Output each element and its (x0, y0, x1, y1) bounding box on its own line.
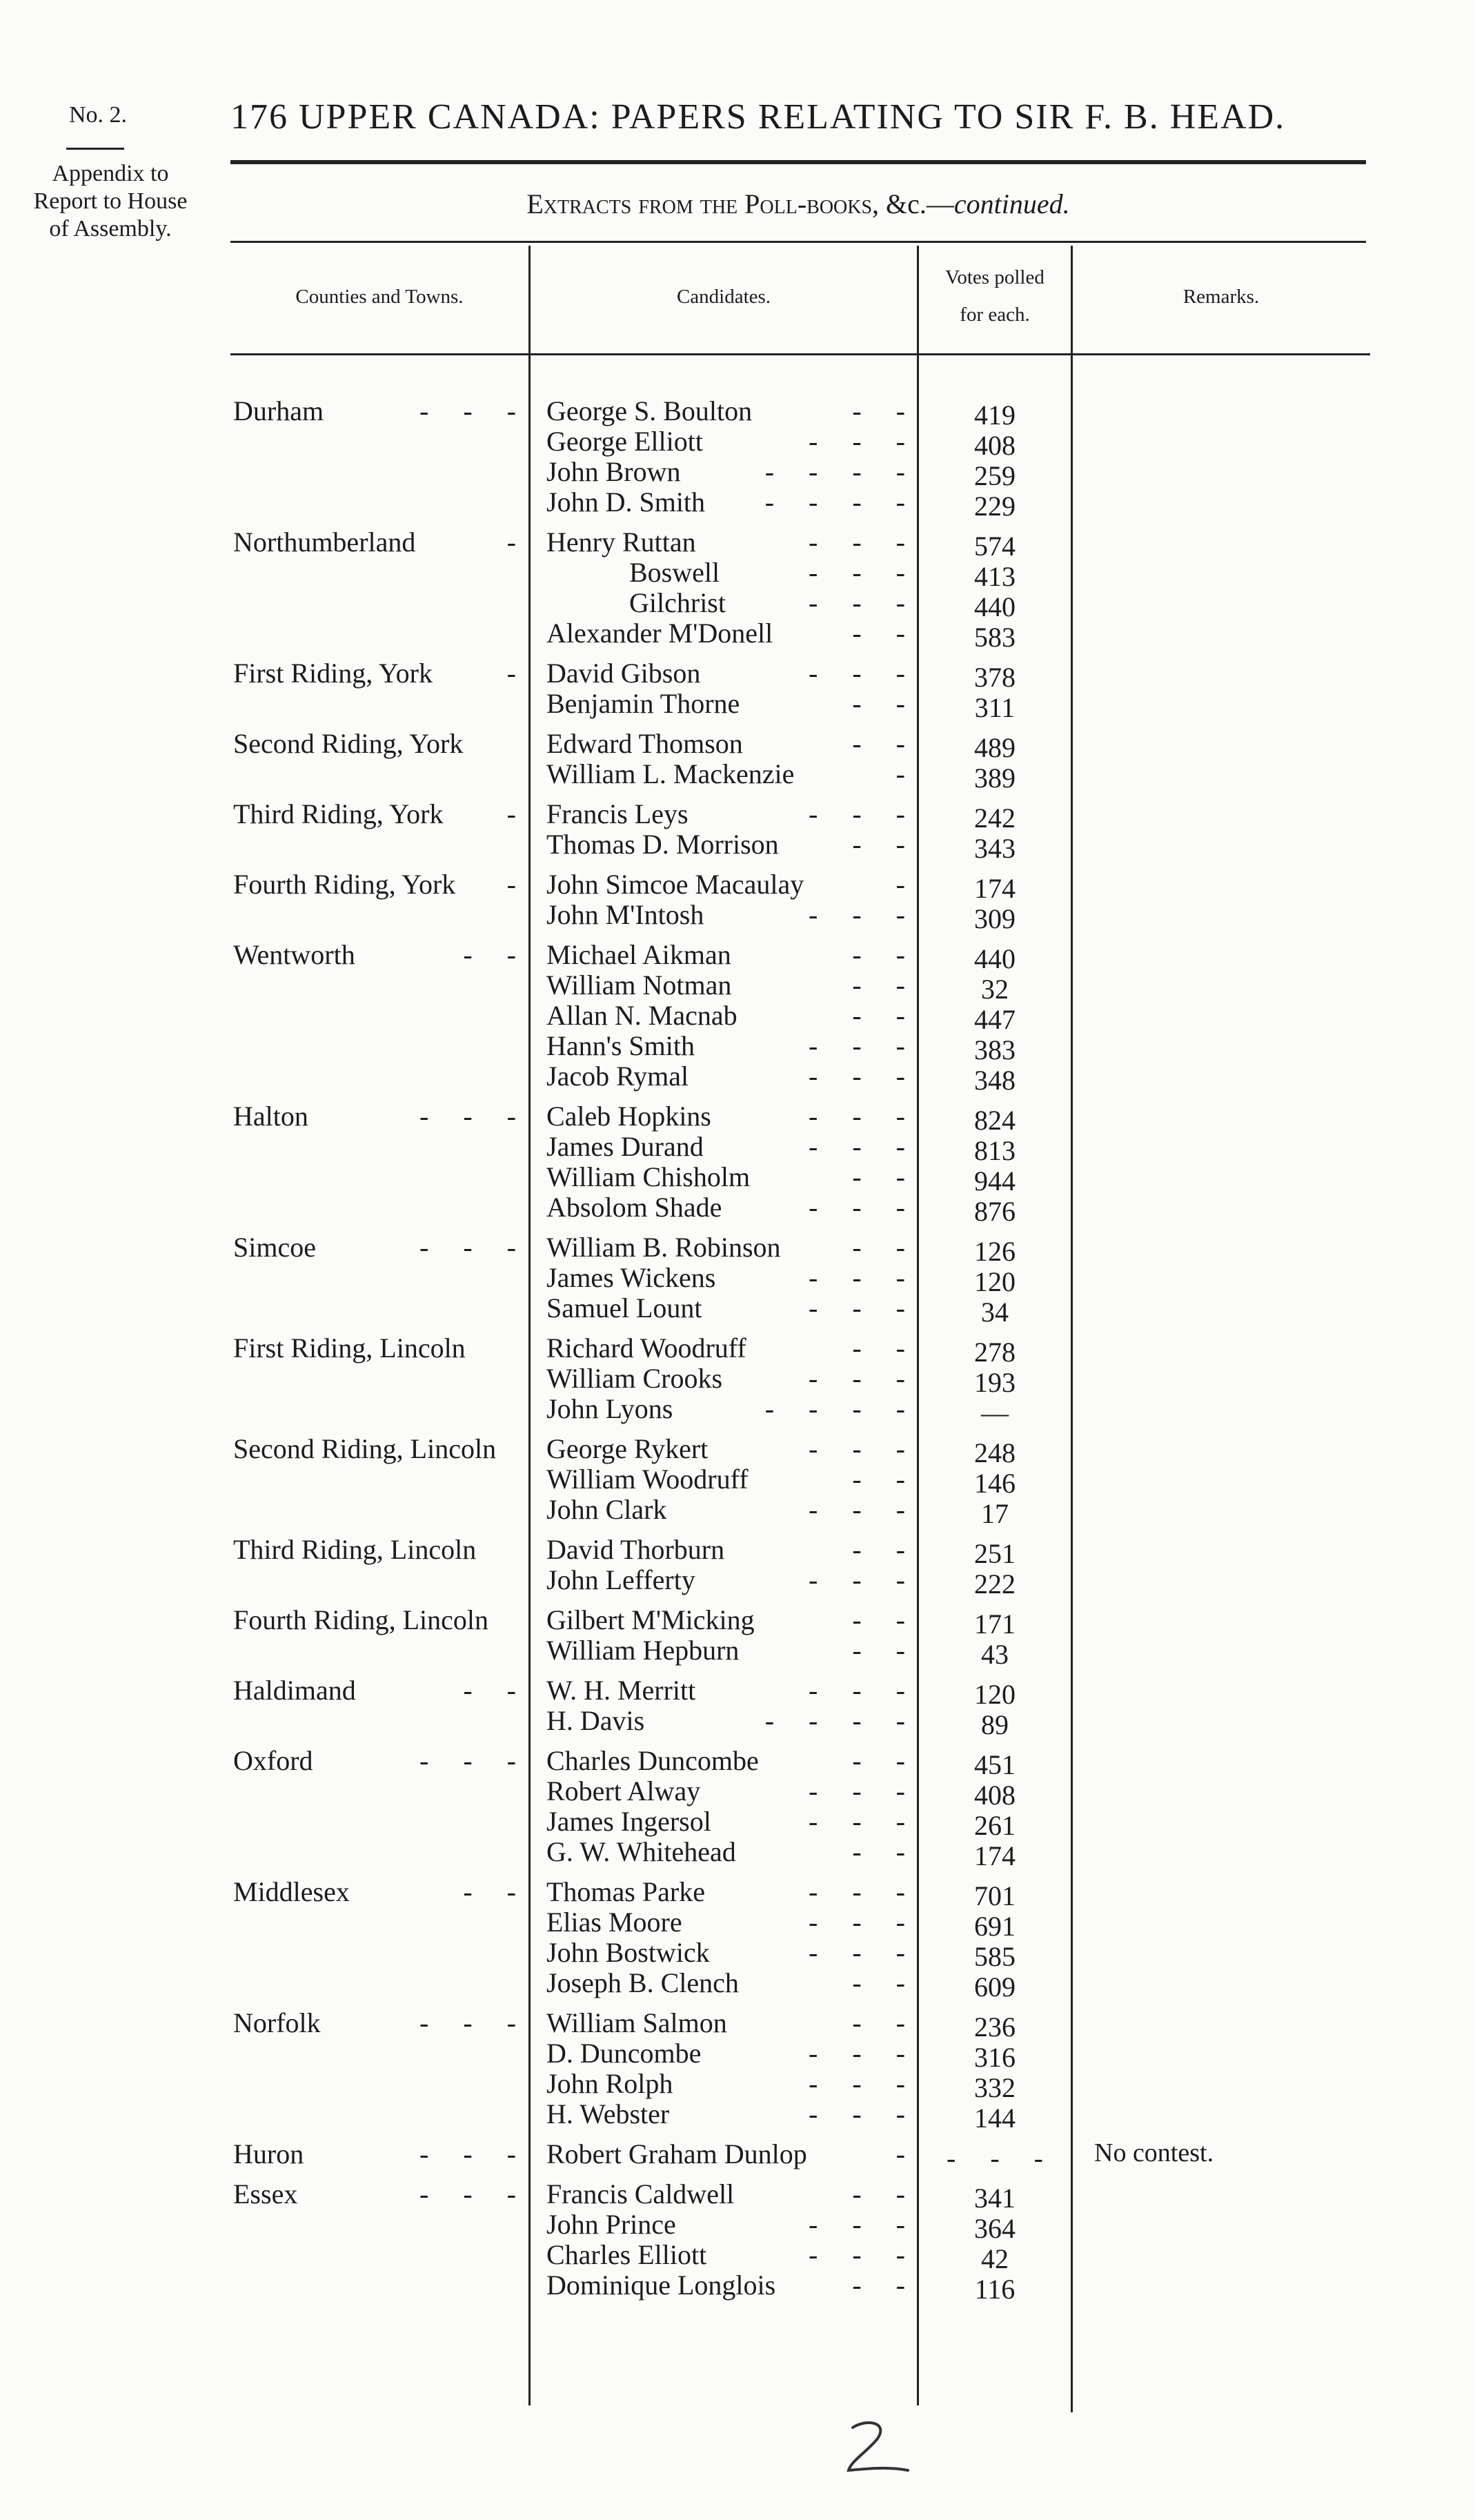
county-name: Huron (233, 2138, 304, 2169)
candidate-name: Jacob Rymal (546, 1061, 689, 1092)
remark-cell: No contest. (1094, 2138, 1214, 2167)
candidate-name: George Elliott (546, 426, 703, 457)
candidate-leader-dashes: - - (852, 2270, 905, 2301)
candidate-name: Charles Elliott (546, 2239, 707, 2270)
candidate-leader-dashes: - - - - (764, 1705, 905, 1736)
candidate-name: William B. Robinson (546, 1232, 781, 1263)
candidate-name: William Crooks (546, 1363, 723, 1394)
table-header-rule (230, 353, 1370, 355)
county-leader-dashes: - - - (419, 2007, 516, 2038)
candidate-leader-dashes: - - - (809, 2209, 905, 2240)
candidate-name: Edward Thomson (546, 728, 743, 759)
candidate-leader-dashes: - - - (809, 1876, 905, 1907)
candidate-name: Francis Leys (546, 798, 689, 829)
votes-cell: 278 (974, 1337, 1016, 1368)
subtitle-main: Extracts from the Poll-books, (526, 188, 880, 219)
candidate-name: John D. Smith (546, 486, 706, 518)
candidate-leader-dashes: - - (852, 1836, 905, 1867)
candidate-name: John Clark (546, 1494, 667, 1525)
candidate-name: George Rykert (546, 1433, 709, 1464)
appendix-note-line: Appendix to (52, 161, 169, 186)
votes-cell: 447 (974, 1004, 1016, 1035)
candidate-name: Caleb Hopkins (546, 1101, 711, 1132)
votes-cell: 171 (974, 1608, 1016, 1640)
candidate-leader-dashes: - - - (809, 798, 905, 829)
table-top-rule (230, 241, 1366, 243)
candidate-leader-dashes: - - - (809, 1806, 905, 1837)
county-leader-dashes: - - - (419, 2138, 516, 2169)
candidate-leader-dashes: - - (852, 688, 905, 719)
county-name: Essex (233, 2178, 298, 2209)
county-name: Second Riding, Lincoln (233, 1433, 497, 1464)
candidate-leader-dashes: - - - (809, 1775, 905, 1807)
header-rule (230, 160, 1366, 164)
votes-cell: 489 (974, 732, 1016, 763)
candidate-leader-dashes: - - - (809, 1494, 905, 1525)
candidate-leader-dashes: - - (852, 1635, 905, 1666)
votes-cell: 332 (974, 2072, 1016, 2103)
county-leader-dashes: - - - (419, 2178, 516, 2209)
candidate-name: Gilbert M'Micking (546, 1604, 755, 1635)
votes-cell: 311 (974, 692, 1016, 723)
candidate-name: James Durand (546, 1131, 704, 1162)
votes-cell: 144 (974, 2103, 1016, 2134)
candidate-leader-dashes: - (895, 758, 905, 789)
votes-cell: 583 (974, 622, 1016, 653)
county-leader-dashes: - - (463, 1876, 516, 1907)
votes-cell: 248 (974, 1437, 1016, 1468)
votes-cell: 813 (974, 1135, 1016, 1166)
candidate-leader-dashes: - - - - (764, 1393, 905, 1424)
candidate-name: Richard Woodruff (546, 1332, 746, 1364)
votes-cell: 451 (974, 1749, 1016, 1780)
candidate-name: Absolom Shade (546, 1192, 722, 1223)
votes-cell: 174 (974, 1840, 1016, 1871)
candidate-name: Charles Duncombe (546, 1745, 759, 1776)
candidate-leader-dashes: - - - (809, 1192, 905, 1223)
votes-cell: 691 (974, 1911, 1016, 1942)
votes-cell: 413 (974, 561, 1016, 592)
candidate-name: David Thorburn (546, 1534, 725, 1565)
candidate-leader-dashes: - - (852, 2007, 905, 2038)
candidate-name: Henry Ruttan (546, 526, 696, 558)
pencil-mark-icon (839, 2415, 915, 2477)
candidate-leader-dashes: - - - (809, 899, 905, 930)
county-leader-dashes: - - - (419, 1101, 516, 1132)
county-leader-dashes: - - - (419, 395, 516, 426)
candidate-leader-dashes: - - (852, 1604, 905, 1635)
candidate-name: Boswell (629, 557, 720, 588)
county-leader-dashes: - - (463, 939, 516, 970)
candidate-leader-dashes: - - (852, 1967, 905, 1998)
votes-cell: 229 (974, 491, 1016, 522)
county-name: Northumberland (233, 526, 416, 558)
votes-cell: 251 (974, 1538, 1016, 1569)
candidate-leader-dashes: - - - - (764, 456, 905, 487)
running-head: 176 UPPER CANADA: PAPERS RELATING TO SIR F. B. HEAD. (230, 97, 1286, 137)
votes-cell: 236 (974, 2011, 1016, 2042)
votes-cell: 259 (974, 460, 1016, 491)
candidate-leader-dashes: - - - - (764, 486, 905, 518)
candidate-name: Francis Caldwell (546, 2178, 735, 2209)
candidate-leader-dashes: - - (852, 1534, 905, 1565)
column-divider (528, 246, 531, 2405)
appendix-note (7, 160, 214, 243)
candidate-leader-dashes: - - (852, 829, 905, 860)
candidate-name: H. Webster (546, 2098, 670, 2129)
candidate-name: Robert Alway (546, 1775, 701, 1807)
votes-cell: 193 (974, 1367, 1016, 1398)
county-leader-dashes: - - - (419, 1232, 516, 1263)
candidate-name: John Rolph (546, 2068, 673, 2099)
votes-cell: 42 (981, 2243, 1009, 2274)
candidate-name: William Notman (546, 969, 732, 1001)
candidate-leader-dashes: - (895, 2138, 905, 2169)
candidate-name: John Brown (546, 456, 681, 487)
county-name: Norfolk (233, 2007, 321, 2038)
votes-cell: 585 (974, 1941, 1016, 1972)
candidate-name: John M'Intosh (546, 899, 704, 930)
candidate-leader-dashes: - - - (809, 2068, 905, 2099)
votes-cell: 126 (974, 1236, 1016, 1267)
appendix-note-line: of Assembly. (49, 216, 172, 242)
candidate-leader-dashes: - - (852, 1332, 905, 1364)
candidate-leader-dashes: - - (852, 395, 905, 426)
subtitle-continued: continued. (953, 188, 1070, 219)
votes-cell: 34 (981, 1297, 1009, 1328)
candidate-name: John Lefferty (546, 1564, 695, 1595)
candidate-leader-dashes: - - (852, 1161, 905, 1192)
candidate-name: D. Duncombe (546, 2038, 702, 2069)
county-name: Second Riding, York (233, 728, 464, 759)
county-name: First Riding, York (233, 658, 433, 689)
candidate-name: George S. Boulton (546, 395, 753, 426)
candidate-name: Joseph B. Clench (546, 1967, 739, 1998)
candidate-leader-dashes: - - - (809, 1262, 905, 1293)
votes-cell: 701 (974, 1880, 1016, 1911)
votes-cell: 43 (981, 1639, 1009, 1670)
margin-rule (66, 148, 124, 150)
candidate-name: John Bostwick (546, 1937, 710, 1968)
county-leader-dashes: - (506, 798, 516, 829)
header-votes-line1: Votes polled (945, 266, 1045, 288)
candidate-name: Benjamin Thorne (546, 688, 740, 719)
candidate-name: Samuel Lount (546, 1292, 702, 1323)
candidate-leader-dashes: - - (852, 969, 905, 1001)
candidate-leader-dashes: - - - (809, 2038, 905, 2069)
candidate-leader-dashes: - - - (809, 1101, 905, 1132)
candidate-leader-dashes: - - - (809, 1907, 905, 1938)
votes-cell: 341 (974, 2183, 1016, 2214)
votes-cell: 609 (974, 1971, 1016, 2002)
votes-cell: 222 (974, 1568, 1016, 1599)
votes-cell: 348 (974, 1065, 1016, 1096)
column-divider (1071, 246, 1073, 2412)
candidate-name: Dominique Longlois (546, 2270, 776, 2301)
candidate-leader-dashes: - - - (809, 1433, 905, 1464)
county-name: Durham (233, 395, 324, 426)
header-candidates: Candidates. (676, 286, 771, 308)
candidate-name: William Woodruff (546, 1464, 749, 1495)
votes-cell: 120 (974, 1266, 1016, 1297)
candidate-leader-dashes: - - - (809, 1061, 905, 1092)
votes-cell: 32 (981, 974, 1009, 1005)
votes-cell: 944 (974, 1165, 1016, 1197)
county-name: Oxford (233, 1745, 313, 1776)
votes-cell: 574 (974, 531, 1016, 562)
votes-cell: 389 (974, 762, 1016, 794)
candidate-leader-dashes: - - - (809, 557, 905, 588)
candidate-leader-dashes: - (895, 869, 905, 900)
votes-cell: 364 (974, 2213, 1016, 2244)
candidate-name: Allan N. Macnab (546, 1000, 738, 1031)
appendix-number: No. 2. (69, 102, 128, 128)
candidate-leader-dashes: - - (852, 2178, 905, 2209)
votes-cell: - - - (947, 2143, 1043, 2174)
candidate-leader-dashes: - - - (809, 1937, 905, 1968)
county-name: Simcoe (233, 1232, 316, 1263)
votes-cell: 261 (974, 1810, 1016, 1841)
votes-cell: 17 (981, 1498, 1009, 1529)
county-name: Third Riding, Lincoln (233, 1534, 477, 1565)
candidate-leader-dashes: - - - (809, 1363, 905, 1394)
candidate-name: John Prince (546, 2209, 676, 2240)
county-leader-dashes: - (506, 658, 516, 689)
county-leader-dashes: - (506, 526, 516, 558)
appendix-note-line: Report to House (33, 188, 188, 214)
candidate-leader-dashes: - - - (809, 587, 905, 618)
candidate-leader-dashes: - - (852, 618, 905, 649)
candidate-name: Elias Moore (546, 1907, 682, 1938)
candidate-leader-dashes: - - - (809, 1131, 905, 1162)
votes-cell: 876 (974, 1196, 1016, 1227)
votes-cell: 120 (974, 1679, 1016, 1710)
header-counties: Counties and Towns. (295, 286, 464, 308)
county-name: Wentworth (233, 939, 355, 970)
votes-cell: 343 (974, 833, 1016, 864)
votes-cell: 146 (974, 1468, 1016, 1499)
candidate-leader-dashes: - - (852, 1000, 905, 1031)
votes-cell: 408 (974, 1780, 1016, 1811)
candidate-name: John Lyons (546, 1393, 673, 1424)
county-name: Halton (233, 1101, 308, 1132)
candidate-name: W. H. Merritt (546, 1675, 696, 1706)
candidate-leader-dashes: - - - (809, 1564, 905, 1595)
candidate-leader-dashes: - - - (809, 2098, 905, 2129)
candidate-leader-dashes: - - (852, 939, 905, 970)
candidate-name: Gilchrist (629, 587, 726, 618)
votes-cell: 824 (974, 1105, 1016, 1136)
candidate-name: Michael Aikman (546, 939, 731, 970)
subtitle-etc: &c.— (879, 188, 954, 219)
candidate-leader-dashes: - - (852, 1464, 905, 1495)
candidate-name: James Wickens (546, 1262, 716, 1293)
votes-cell: 242 (974, 803, 1016, 834)
candidate-name: Hann's Smith (546, 1030, 695, 1061)
candidate-leader-dashes: - - - (809, 526, 905, 558)
votes-cell: 309 (974, 903, 1016, 934)
county-name: Third Riding, York (233, 798, 444, 829)
candidate-leader-dashes: - - (852, 728, 905, 759)
votes-cell: 116 (974, 2274, 1016, 2305)
votes-cell: 440 (974, 591, 1016, 622)
candidate-leader-dashes: - - - (809, 658, 905, 689)
votes-cell: 174 (974, 873, 1016, 904)
candidate-name: Thomas Parke (546, 1876, 705, 1907)
candidate-name: G. W. Whitehead (546, 1836, 736, 1867)
county-name: Fourth Riding, Lincoln (233, 1604, 488, 1635)
candidate-name: James Ingersol (546, 1806, 711, 1837)
candidate-name: Thomas D. Morrison (546, 829, 779, 860)
table-subtitle (230, 188, 1366, 220)
votes-cell: 408 (974, 430, 1016, 461)
candidate-name: William Chisholm (546, 1161, 751, 1192)
candidate-name: Robert Graham Dunlop (546, 2138, 807, 2169)
votes-cell: 383 (974, 1034, 1016, 1065)
candidate-leader-dashes: - - (852, 1232, 905, 1263)
candidate-leader-dashes: - - - (809, 1292, 905, 1323)
candidate-name: John Simcoe Macaulay (546, 869, 804, 900)
votes-cell: 440 (974, 943, 1016, 974)
votes-cell: 419 (974, 400, 1016, 431)
votes-cell: 316 (974, 2042, 1016, 2073)
votes-cell: 378 (974, 662, 1016, 693)
votes-cell: 89 (981, 1709, 1009, 1740)
candidate-name: Alexander M'Donell (546, 618, 773, 649)
candidate-name: William Salmon (546, 2007, 727, 2038)
county-leader-dashes: - (506, 869, 516, 900)
county-name: Fourth Riding, York (233, 869, 456, 900)
candidate-leader-dashes: - - - (809, 1030, 905, 1061)
county-leader-dashes: - - (463, 1675, 516, 1706)
candidate-name: H. Davis (546, 1705, 645, 1736)
candidate-name: William Hepburn (546, 1635, 740, 1666)
candidate-leader-dashes: - - - (809, 426, 905, 457)
county-name: Middlesex (233, 1876, 350, 1907)
candidate-name: William L. Mackenzie (546, 758, 795, 789)
candidate-leader-dashes: - - - (809, 2239, 905, 2270)
candidate-leader-dashes: - - - (809, 1675, 905, 1706)
county-leader-dashes: - - - (419, 1745, 516, 1776)
header-votes-line2: for each. (960, 304, 1030, 326)
county-name: First Riding, Lincoln (233, 1332, 466, 1364)
header-remarks: Remarks. (1182, 286, 1260, 308)
votes-cell: — (981, 1397, 1009, 1428)
candidate-leader-dashes: - - (852, 1745, 905, 1776)
candidate-name: David Gibson (546, 658, 701, 689)
county-name: Haldimand (233, 1675, 356, 1706)
